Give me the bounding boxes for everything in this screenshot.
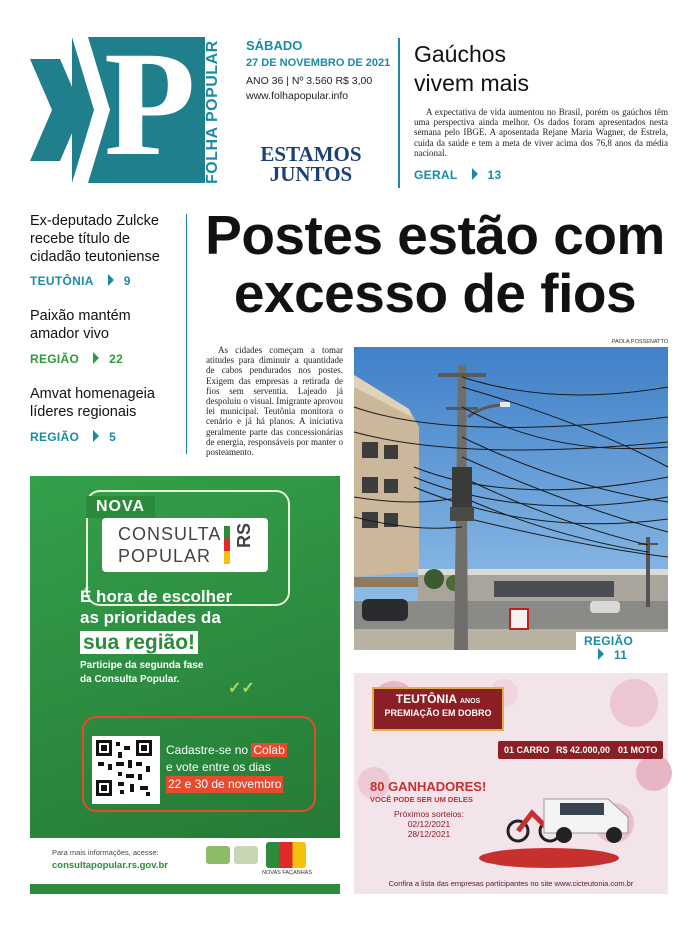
masthead-divider <box>398 38 400 188</box>
arrow-icon <box>598 648 604 660</box>
consulta-heading-line2: as prioridades da <box>80 608 221 627</box>
gov-logos-icon <box>234 846 258 864</box>
teutonia-draws <box>394 809 464 839</box>
cta-text <box>166 742 316 793</box>
masthead-day: SÁBADO <box>246 38 303 53</box>
main-story-page: 11 <box>614 648 628 662</box>
consulta-info-label: Para mais informações, acesse: <box>52 848 159 857</box>
car-moto-icon <box>504 787 634 847</box>
consulta-logo-box <box>102 518 268 572</box>
masthead-issue: ANO 36 | Nº 3.560 R$ 3,00 <box>246 75 373 87</box>
top-story-title <box>414 40 668 98</box>
qr-code-graphic <box>94 738 154 798</box>
sidebar-divider <box>186 214 187 454</box>
cta-line1 <box>166 742 316 759</box>
sidebar-item-ref <box>30 274 180 288</box>
qr-code-icon <box>92 736 160 804</box>
teutonia-anos: ANOS <box>460 698 481 705</box>
teutonia-footer: Confira a lista das empresas participantes no site www.cicteutonia.com.br <box>388 879 634 888</box>
rs-flag-icon <box>224 526 230 564</box>
check-icon: ✓✓ <box>228 680 255 697</box>
nova-badge: NOVA <box>86 496 155 518</box>
top-story <box>414 40 668 182</box>
arrow-icon <box>472 168 478 180</box>
top-story-body: A expectativa de vida aumentou no Brasil, porém os gaúchos têm uma perspectiva ainda melhor. Os dados foram apresentados nesta semana pelo IBGE. A aposentada Rejane Maria Wagner, de Estrela, cuida da saúde e tem a meta de viver acima dos 76,8 anos da média nacional. <box>414 107 668 158</box>
prize-money: R$ 42.000,00 <box>550 741 616 759</box>
sidebar-item-zulcke[interactable] <box>30 212 180 288</box>
gov-label: NOVAS FAÇANHAS <box>262 870 313 876</box>
main-story-body: As cidades começam a tomar atitudes para diminuir a quantidade de cabos pendurados nos postes. Exigem das empresas a retirada de fios sem serventia. Lajeado já despoluiu o visual. Imigrante aprovou lei municipal. Teutônia monitora o cenário e já há planos. A iniciativa geralmente parte das concessionárias de energia, responsáveis por manter o posteamento. <box>206 345 343 458</box>
teutonia-banner <box>372 687 504 731</box>
teutonia-draw2: 28/12/2021 <box>407 829 451 839</box>
cta-colab: Colab <box>253 743 285 757</box>
consulta-brand-line2: POPULAR <box>118 546 212 566</box>
top-story-title-line1: Gaúchos <box>414 41 507 67</box>
top-story-section: GERAL <box>414 168 458 183</box>
consulta-bottom-bar <box>30 884 340 894</box>
sidebar-item-ref <box>30 430 180 444</box>
utility-pole-photo <box>354 347 668 650</box>
cta-line2: e vote entre os dias <box>166 760 271 774</box>
top-story-title-line2: vivem mais <box>414 70 530 96</box>
estamos-juntos-badge <box>246 144 376 184</box>
ad-consulta-popular[interactable] <box>30 476 340 894</box>
top-story-page: 13 <box>487 168 502 183</box>
arrow-icon <box>93 430 99 442</box>
sidebar-item-page: 9 <box>123 274 131 288</box>
ad-teutonia[interactable] <box>354 673 668 894</box>
badge-line2: JUNTOS <box>269 162 353 186</box>
consulta-heading-highlight: sua região! <box>80 631 198 654</box>
consulta-heading-line1: É hora de escolher <box>80 587 233 606</box>
teutonia-winners-sub: VOCÊ PODE SER UM DELES <box>370 795 473 804</box>
prize-car: 01 CARRO <box>498 741 556 759</box>
sidebar <box>30 212 180 444</box>
sidebar-item-title: Paixão mantém amador vivo <box>30 308 131 342</box>
arrow-icon <box>108 274 114 286</box>
consulta-heading <box>80 586 320 654</box>
gov-logos-icon <box>206 846 230 864</box>
consulta-info-url[interactable]: consultapopular.rs.gov.br <box>52 860 168 871</box>
main-photo <box>354 347 668 662</box>
sidebar-item-section: TEUTÔNIA <box>30 274 94 288</box>
consulta-footer <box>30 838 340 884</box>
main-headline-line1: Postes estão com <box>205 204 665 266</box>
teutonia-brand: TEUTÔNIA <box>395 692 457 706</box>
teutonia-draw1: 02/12/2021 <box>407 819 451 829</box>
masthead-info <box>246 38 396 102</box>
consulta-sub-line2: da Consulta Popular. <box>80 674 180 685</box>
sidebar-item-paixao[interactable] <box>30 307 180 366</box>
cta-line1-text: Cadastre-se no <box>166 743 252 757</box>
sidebar-item-section: REGIÃO <box>30 352 80 366</box>
prize-moto: 01 MOTO <box>612 741 663 759</box>
sidebar-item-page: 5 <box>109 430 117 444</box>
main-headline-line2: excesso de fios <box>233 262 637 324</box>
badge-line1: ESTAMOS <box>260 142 362 166</box>
teutonia-brand-row <box>374 692 502 706</box>
teutonia-draws-label: Próximos sorteios: <box>394 809 464 819</box>
cta-dates: 22 e 30 de novembro <box>168 777 282 791</box>
sidebar-item-ref <box>30 352 180 366</box>
masthead-date: 27 DE NOVEMBRO DE 2021 <box>246 57 391 69</box>
masthead-name <box>204 40 228 184</box>
sidebar-item-amvat[interactable] <box>30 385 180 444</box>
top-story-ref[interactable] <box>414 168 668 182</box>
rs-gov-logo-icon <box>266 842 306 868</box>
sidebar-item-section: REGIÃO <box>30 430 80 444</box>
consulta-brand-line1: CONSULTA <box>118 524 222 544</box>
main-story-section: REGIÃO <box>584 634 634 648</box>
teutonia-winners: 80 GANHADORES! <box>370 779 487 794</box>
photo-credit: PAOLA POSSENATTO <box>611 339 668 345</box>
sidebar-item-title: Amvat homenageia líderes regionais <box>30 386 155 420</box>
logo-letter: P <box>104 21 196 187</box>
consulta-brand-rs: RS <box>234 522 254 548</box>
consulta-sub-line1: Participe da segunda fase <box>80 660 204 671</box>
sidebar-item-page: 22 <box>109 352 124 366</box>
masthead-site: www.folhapopular.info <box>246 90 349 102</box>
main-headline <box>200 206 670 322</box>
arrow-icon <box>93 352 99 364</box>
teutonia-brand-sub: PREMIAÇÃO EM DOBRO <box>384 708 492 718</box>
consulta-sub <box>80 659 300 687</box>
masthead-logo <box>30 21 205 187</box>
sidebar-item-title: Ex-deputado Zulcke recebe título de cidadão teutoniense <box>30 213 160 265</box>
main-story-ref[interactable] <box>576 632 668 664</box>
masthead-name-text: FOLHA POPULAR <box>204 40 221 184</box>
